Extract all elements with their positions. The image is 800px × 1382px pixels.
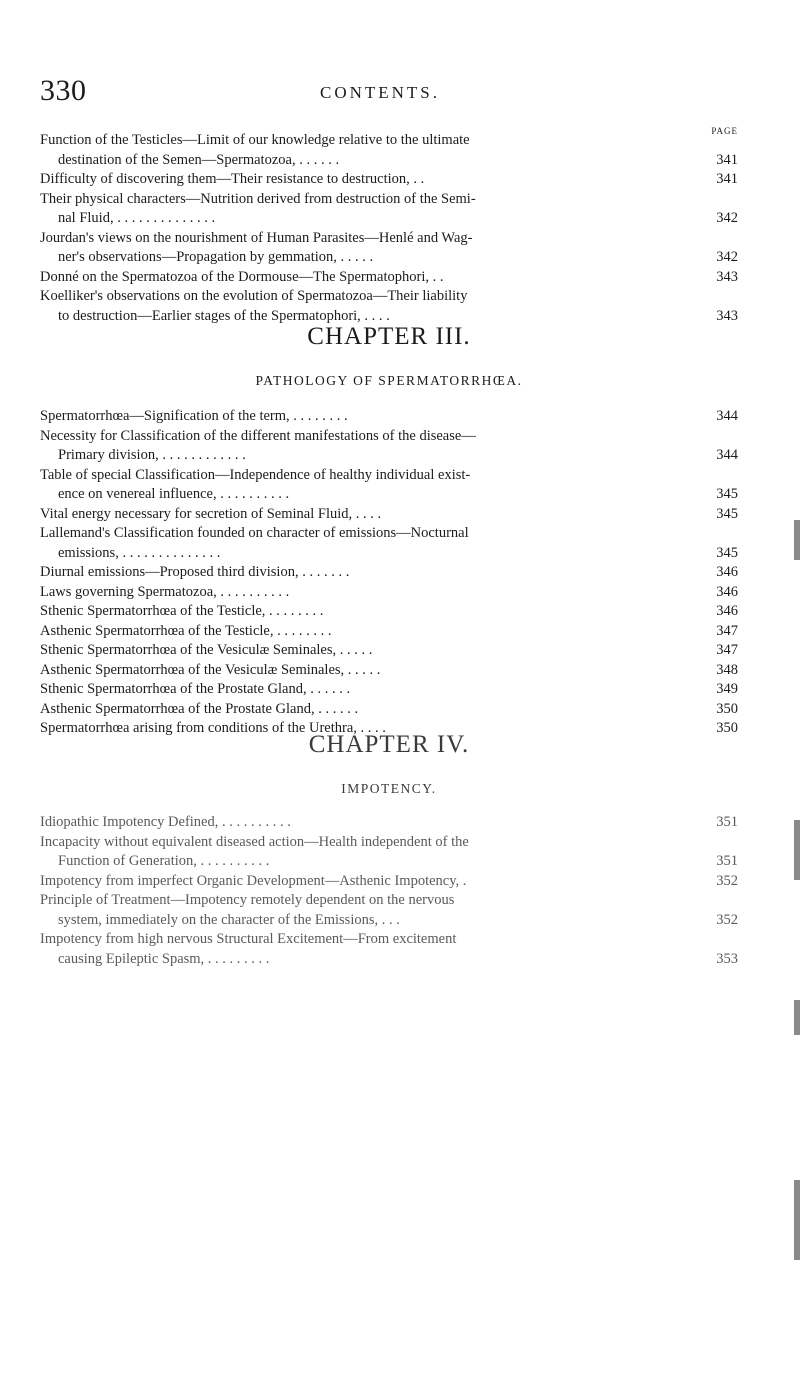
contents-entry: [40, 872, 738, 892]
contents-entry: [40, 427, 738, 466]
entry-text-line: Impotency from imperfect Organic Development—Asthenic Impotency, .: [40, 872, 467, 889]
entry-page-number: 351: [716, 814, 738, 830]
entry-text-line: Impotency from high nervous Structural Excitement—From excitement: [40, 931, 457, 947]
entry-text-line: Function of Generation, . . . . . . . . . .: [58, 853, 270, 869]
entry-text-line: Their physical characters—Nutrition derived from destruction of the Semi-: [40, 190, 476, 207]
contents-entry: [40, 287, 738, 326]
entry-text-line: Koelliker's observations on the evolution of Spermatozoa—Their liability: [40, 288, 468, 304]
entry-text-line: ence on venereal influence, . . . . . . . . . .: [58, 486, 290, 502]
entry-text-line: Jourdan's views on the nourishment of Human Parasites—Henlé and Wag-: [40, 229, 473, 246]
entry-page-number: 342: [716, 210, 738, 226]
contents-entry: [40, 190, 738, 229]
entry-page-number: 342: [716, 249, 738, 265]
entry-page-number: 347: [716, 622, 738, 639]
entry-text-line: Diurnal emissions—Proposed third division, . . . . . . .: [40, 564, 350, 580]
contents-entry: [40, 268, 738, 288]
entry-page-number: 346: [716, 603, 738, 619]
contents-entry: [40, 466, 738, 505]
entry-text-line: Sthenic Spermatorrhœa of the Testicle, . . . . . . . .: [40, 603, 324, 619]
entry-text-line: Asthenic Spermatorrhœa of the Vesiculæ Seminales, . . . . .: [40, 661, 381, 678]
page-edge-shadow: [794, 1000, 800, 1035]
contents-list-chapter-3: [40, 407, 738, 739]
contents-entry: [40, 930, 738, 969]
entry-page-number: 348: [716, 661, 738, 678]
page-column-label: PAGE: [711, 126, 738, 136]
entry-page-number: 343: [716, 268, 738, 285]
entry-text-line: system, immediately on the character of the Emissions, . . .: [58, 911, 400, 928]
entry-page-number: 353: [716, 950, 738, 967]
entry-text-line: Lallemand's Classification founded on character of emissions—Nocturnal: [40, 525, 469, 541]
entry-page-number: 345: [716, 486, 738, 502]
contents-entry: [40, 641, 738, 661]
page-number: 330: [40, 74, 87, 107]
entry-page-number: 344: [716, 447, 738, 463]
entry-page-number: 345: [716, 544, 738, 561]
contents-entry: [40, 813, 738, 833]
entry-text-line: Sthenic Spermatorrhœa of the Prostate Gland, . . . . . .: [40, 681, 351, 697]
entry-text-line: Incapacity without equivalent diseased action—Health independent of the: [40, 833, 469, 850]
entry-text-line: to destruction—Earlier stages of the Spermatophori, . . . .: [58, 307, 390, 324]
entry-text-line: ner's observations—Propagation by gemmation, . . . . .: [58, 249, 374, 265]
entry-text-line: destination of the Semen—Spermatozoa, . . . . . .: [58, 151, 340, 168]
contents-entry: [40, 891, 738, 930]
entry-text-line: Necessity for Classification of the different manifestations of the disease—: [40, 427, 476, 444]
entry-text-line: Principle of Treatment—Impotency remotely dependent on the nervous: [40, 892, 455, 908]
contents-entry: [40, 680, 738, 700]
entry-text-line: Vital energy necessary for secretion of Seminal Fluid, . . . .: [40, 505, 382, 522]
running-title: CONTENTS.: [319, 83, 441, 102]
contents-entry: [40, 563, 738, 583]
entry-page-number: 344: [716, 408, 738, 424]
entry-page-number: 350: [716, 720, 738, 736]
chapter-4-subtitle: IMPOTENCY.: [341, 781, 437, 796]
contents-entry: [40, 524, 738, 563]
contents-entry: [40, 131, 738, 170]
contents-entry: [40, 407, 738, 427]
contents-list-chapter-4: [40, 813, 738, 969]
entry-page-number: 343: [716, 307, 738, 324]
running-head: [40, 74, 720, 114]
entry-text-line: Asthenic Spermatorrhœa of the Prostate Gland, . . . . . .: [40, 700, 359, 717]
entry-text-line: Sthenic Spermatorrhœa of the Vesiculæ Seminales, . . . . .: [40, 642, 373, 658]
entry-text-line: Laws governing Spermatozoa, . . . . . . . . . .: [40, 583, 290, 600]
entry-text-line: Spermatorrhœa arising from conditions of the Urethra, . . . .: [40, 720, 386, 736]
entry-text-line: causing Epileptic Spasm, . . . . . . . . .: [58, 950, 270, 967]
entry-text-line: emissions, . . . . . . . . . . . . . .: [58, 544, 221, 561]
contents-entry: [40, 700, 738, 720]
chapter-3-heading: CHAPTER III.: [307, 323, 471, 350]
contents-entry: [40, 661, 738, 681]
page-edge-shadow: [794, 520, 800, 560]
entry-text-line: Idiopathic Impotency Defined, . . . . . . . . . .: [40, 814, 291, 830]
chapter-3-subtitle: PATHOLOGY OF SPERMATORRHŒA.: [255, 373, 523, 388]
contents-entry: [40, 833, 738, 872]
entry-text-line: Donné on the Spermatozoa of the Dormouse—The Spermatophori, . .: [40, 268, 444, 285]
page-edge-shadow: [794, 820, 800, 880]
entry-text-line: nal Fluid, . . . . . . . . . . . . . .: [58, 210, 216, 226]
entry-page-number: 349: [716, 681, 738, 697]
chapter-4-heading: CHAPTER IV.: [308, 731, 470, 758]
contents-entry: [40, 583, 738, 603]
entry-text-line: Table of special Classification—Independence of healthy individual exist-: [40, 466, 471, 483]
entry-page-number: 347: [716, 642, 738, 658]
contents-entry: [40, 602, 738, 622]
entry-page-number: 345: [716, 505, 738, 522]
entry-page-number: 350: [716, 700, 738, 717]
entry-page-number: 341: [716, 171, 738, 187]
contents-entry: [40, 229, 738, 268]
entry-page-number: 352: [716, 872, 738, 889]
contents-entry: [40, 505, 738, 525]
page-edge-shadow: [794, 1180, 800, 1260]
entry-text-line: Difficulty of discovering them—Their resistance to destruction, . .: [40, 171, 425, 187]
entry-page-number: 341: [716, 151, 738, 168]
entry-text-line: Primary division, . . . . . . . . . . . .: [58, 447, 246, 463]
entry-text-line: Spermatorrhœa—Signification of the term, . . . . . . . .: [40, 408, 348, 424]
contents-entry: [40, 170, 738, 190]
contents-entry: [40, 622, 738, 642]
entry-text-line: Asthenic Spermatorrhœa of the Testicle, . . . . . . . .: [40, 622, 332, 639]
entry-text-line: Function of the Testicles—Limit of our knowledge relative to the ultimate: [40, 132, 470, 148]
entry-page-number: 346: [716, 564, 738, 580]
entry-page-number: 351: [716, 853, 738, 869]
entry-page-number: 346: [716, 583, 738, 600]
entry-page-number: 352: [716, 911, 738, 928]
contents-list-preamble: [40, 131, 738, 326]
